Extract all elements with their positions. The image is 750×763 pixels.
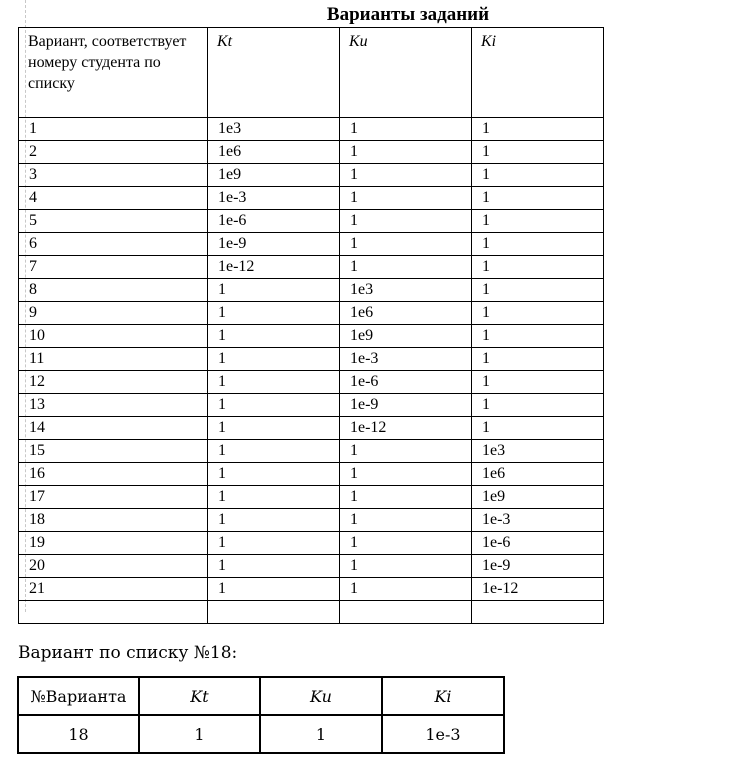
cell-kt: 1e-6 [208,210,340,233]
cell-ki: 1e-6 [472,532,604,555]
cell-ki: 1 [472,118,604,141]
cell-kt: 1e-12 [208,256,340,279]
page-title: Варианты заданий [326,4,490,25]
cell-kt: 1e-3 [208,187,340,210]
cell-ki [472,601,604,624]
cell-ku: 1e-12 [340,417,472,440]
cell-kt: 1 [208,440,340,463]
cell-variant: 20 [19,555,208,578]
cell-ki: 1e9 [472,486,604,509]
table-row [19,256,604,279]
cell-kt: 1 [208,578,340,601]
table-row [19,509,604,532]
cell-kt: 1 [208,325,340,348]
cell-ku: 1 [340,463,472,486]
cell-ku: 1 [340,555,472,578]
cell-kt: 1 [208,555,340,578]
table-row [19,601,604,624]
cell-ki: 1 [472,325,604,348]
cell-kt: 1 [208,417,340,440]
cell-variant: 1 [19,118,208,141]
cell-variant: 2 [19,141,208,164]
cell-variant: 14 [19,417,208,440]
selected-value-kt: 1 [139,715,260,753]
cell-ki: 1 [472,371,604,394]
cell-variant: 13 [19,394,208,417]
cell-ku: 1e-9 [340,394,472,417]
variants-table [18,27,604,624]
cell-ku: 1 [340,187,472,210]
table-row [19,141,604,164]
cell-ku [340,601,472,624]
cell-variant: 17 [19,486,208,509]
selected-header-kt: Kt [139,677,260,715]
selected-header-variant: №Варианта [18,677,139,715]
cell-kt: 1 [208,279,340,302]
cell-ku: 1 [340,486,472,509]
cell-ku: 1e3 [340,279,472,302]
selected-variant-table [17,676,505,754]
cell-kt: 1e6 [208,141,340,164]
cell-ku: 1 [340,233,472,256]
cell-kt: 1 [208,532,340,555]
cell-ki: 1 [472,233,604,256]
cell-ki: 1e6 [472,463,604,486]
variants-header-row [19,28,604,118]
cell-ki: 1 [472,394,604,417]
selected-header-row [18,677,504,715]
cell-variant: 21 [19,578,208,601]
selected-value-ki: 1e-3 [382,715,504,753]
header-variant: Вариант, соответствует номеру студента по списку [19,28,208,118]
cell-ki: 1 [472,348,604,371]
cell-variant: 5 [19,210,208,233]
cell-ku: 1e-6 [340,371,472,394]
table-row [19,210,604,233]
cell-ki: 1 [472,187,604,210]
cell-ku: 1 [340,440,472,463]
table-row [19,463,604,486]
selected-header-ku: Ku [260,677,382,715]
cell-kt: 1 [208,463,340,486]
cell-ki: 1 [472,279,604,302]
cell-kt: 1 [208,348,340,371]
cell-ku: 1 [340,256,472,279]
cell-variant: 10 [19,325,208,348]
cell-ku: 1 [340,578,472,601]
cell-kt: 1e-9 [208,233,340,256]
cell-ki: 1 [472,210,604,233]
selected-variant-label: Вариант по списку №18: [18,643,238,663]
header-kt: Kt [208,28,340,118]
cell-variant: 7 [19,256,208,279]
table-row [19,348,604,371]
table-row [19,233,604,256]
cell-ku: 1e-3 [340,348,472,371]
selected-value-ku: 1 [260,715,382,753]
cell-ku: 1e9 [340,325,472,348]
cell-ki: 1e-3 [472,509,604,532]
header-ku: Ku [340,28,472,118]
cell-kt: 1 [208,509,340,532]
cell-ki: 1 [472,417,604,440]
cell-ki: 1 [472,164,604,187]
cell-variant: 19 [19,532,208,555]
cell-kt: 1e3 [208,118,340,141]
cell-ku: 1 [340,210,472,233]
table-row [19,187,604,210]
selected-values-row [18,715,504,753]
cell-kt: 1 [208,302,340,325]
cell-variant: 8 [19,279,208,302]
cell-ki: 1e3 [472,440,604,463]
cell-variant: 12 [19,371,208,394]
cell-variant: 4 [19,187,208,210]
table-row [19,325,604,348]
cell-variant: 9 [19,302,208,325]
cell-ki: 1 [472,256,604,279]
table-row [19,118,604,141]
table-row [19,440,604,463]
cell-variant: 6 [19,233,208,256]
table-row [19,555,604,578]
table-row [19,279,604,302]
cell-ku: 1 [340,509,472,532]
table-row [19,302,604,325]
table-row [19,394,604,417]
cell-ku: 1 [340,141,472,164]
cell-ku: 1 [340,164,472,187]
cell-variant [19,601,208,624]
cell-variant: 11 [19,348,208,371]
cell-ki: 1 [472,141,604,164]
cell-ku: 1 [340,118,472,141]
selected-header-ki: Ki [382,677,504,715]
cell-ku: 1e6 [340,302,472,325]
table-row [19,532,604,555]
cell-ki: 1e-9 [472,555,604,578]
cell-variant: 3 [19,164,208,187]
table-row [19,578,604,601]
table-row [19,371,604,394]
cell-ki: 1e-12 [472,578,604,601]
cell-ki: 1 [472,302,604,325]
cell-ku: 1 [340,532,472,555]
cell-variant: 15 [19,440,208,463]
cell-kt: 1 [208,486,340,509]
selected-value-variant: 18 [18,715,139,753]
table-row [19,417,604,440]
table-row [19,486,604,509]
table-row [19,164,604,187]
cell-kt [208,601,340,624]
cell-kt: 1e9 [208,164,340,187]
cell-kt: 1 [208,371,340,394]
cell-variant: 18 [19,509,208,532]
cell-variant: 16 [19,463,208,486]
cell-kt: 1 [208,394,340,417]
header-ki: Ki [472,28,604,118]
